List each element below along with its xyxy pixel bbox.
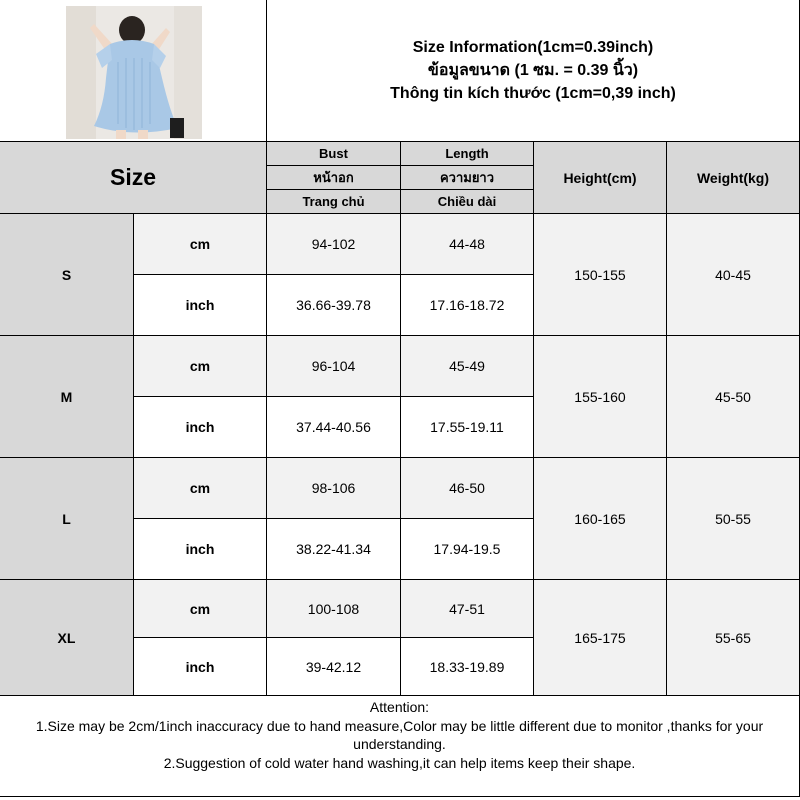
weight-header: Weight(kg) — [667, 142, 800, 214]
size-cell-s: S — [0, 214, 134, 336]
unit-cm-m: cm — [134, 336, 267, 397]
size-cell-l: L — [0, 458, 134, 580]
height-xl: 165-175 — [534, 580, 667, 696]
height-m: 155-160 — [534, 336, 667, 458]
unit-cm-l: cm — [134, 458, 267, 519]
attention-heading: Attention: — [369, 699, 430, 715]
attention-line-1-cont: understanding. — [353, 736, 446, 752]
weight-s: 40-45 — [667, 214, 800, 336]
bust-inch-l: 38.22-41.34 — [267, 519, 401, 580]
length-cm-m: 45-49 — [401, 336, 534, 397]
attention-line-2: 2.Suggestion of cold water hand washing,it can help items keep their shape. — [163, 754, 636, 771]
length-inch-s: 17.16-18.72 — [401, 275, 534, 336]
size-cell-xl: XL — [0, 580, 134, 696]
length-cm-l: 46-50 — [401, 458, 534, 519]
bust-header-en: Bust — [267, 142, 401, 166]
length-header-th: ความยาว — [401, 166, 534, 190]
length-header-vi: Chiều dài — [401, 190, 534, 214]
bust-inch-s: 36.66-39.78 — [267, 275, 401, 336]
size-information-title — [267, 0, 800, 142]
unit-cm-xl: cm — [134, 580, 267, 638]
unit-inch-l: inch — [134, 519, 267, 580]
bust-header-th: หน้าอก — [267, 166, 401, 190]
product-photo — [66, 6, 202, 139]
unit-cm-s: cm — [134, 214, 267, 275]
length-inch-m: 17.55-19.11 — [401, 397, 534, 458]
unit-inch-m: inch — [134, 397, 267, 458]
bust-cm-m: 96-104 — [267, 336, 401, 397]
length-inch-xl: 18.33-19.89 — [401, 638, 534, 696]
weight-l: 50-55 — [667, 458, 800, 580]
title-line-vi: Thông tin kích thước (1cm=0,39 inch) — [390, 85, 676, 102]
bust-inch-m: 37.44-40.56 — [267, 397, 401, 458]
weight-m: 45-50 — [667, 336, 800, 458]
product-photo-illustration — [66, 6, 202, 139]
unit-inch-s: inch — [134, 275, 267, 336]
height-s: 150-155 — [534, 214, 667, 336]
height-header: Height(cm) — [534, 142, 667, 214]
title-line-th: ข้อมูลขนาด (1 ซม. = 0.39 นิ้ว) — [427, 62, 639, 79]
length-cm-xl: 47-51 — [401, 580, 534, 638]
title-line-en: Size Information(1cm=0.39inch) — [412, 39, 654, 56]
bust-cm-xl: 100-108 — [267, 580, 401, 638]
attention-line-1: 1.Size may be 2cm/1inch inaccuracy due to hand measure,Color may be little different due to monitor ,thanks for your — [35, 717, 764, 734]
length-inch-l: 17.94-19.5 — [401, 519, 534, 580]
size-cell-m: M — [0, 336, 134, 458]
unit-inch-xl: inch — [134, 638, 267, 696]
bust-cm-l: 98-106 — [267, 458, 401, 519]
length-cm-s: 44-48 — [401, 214, 534, 275]
length-header-en: Length — [401, 142, 534, 166]
height-l: 160-165 — [534, 458, 667, 580]
bust-header-vi: Trang chủ — [267, 190, 401, 214]
bust-cm-s: 94-102 — [267, 214, 401, 275]
attention-notes — [0, 696, 800, 797]
bust-inch-xl: 39-42.12 — [267, 638, 401, 696]
size-header: Size — [0, 142, 267, 214]
weight-xl: 55-65 — [667, 580, 800, 696]
